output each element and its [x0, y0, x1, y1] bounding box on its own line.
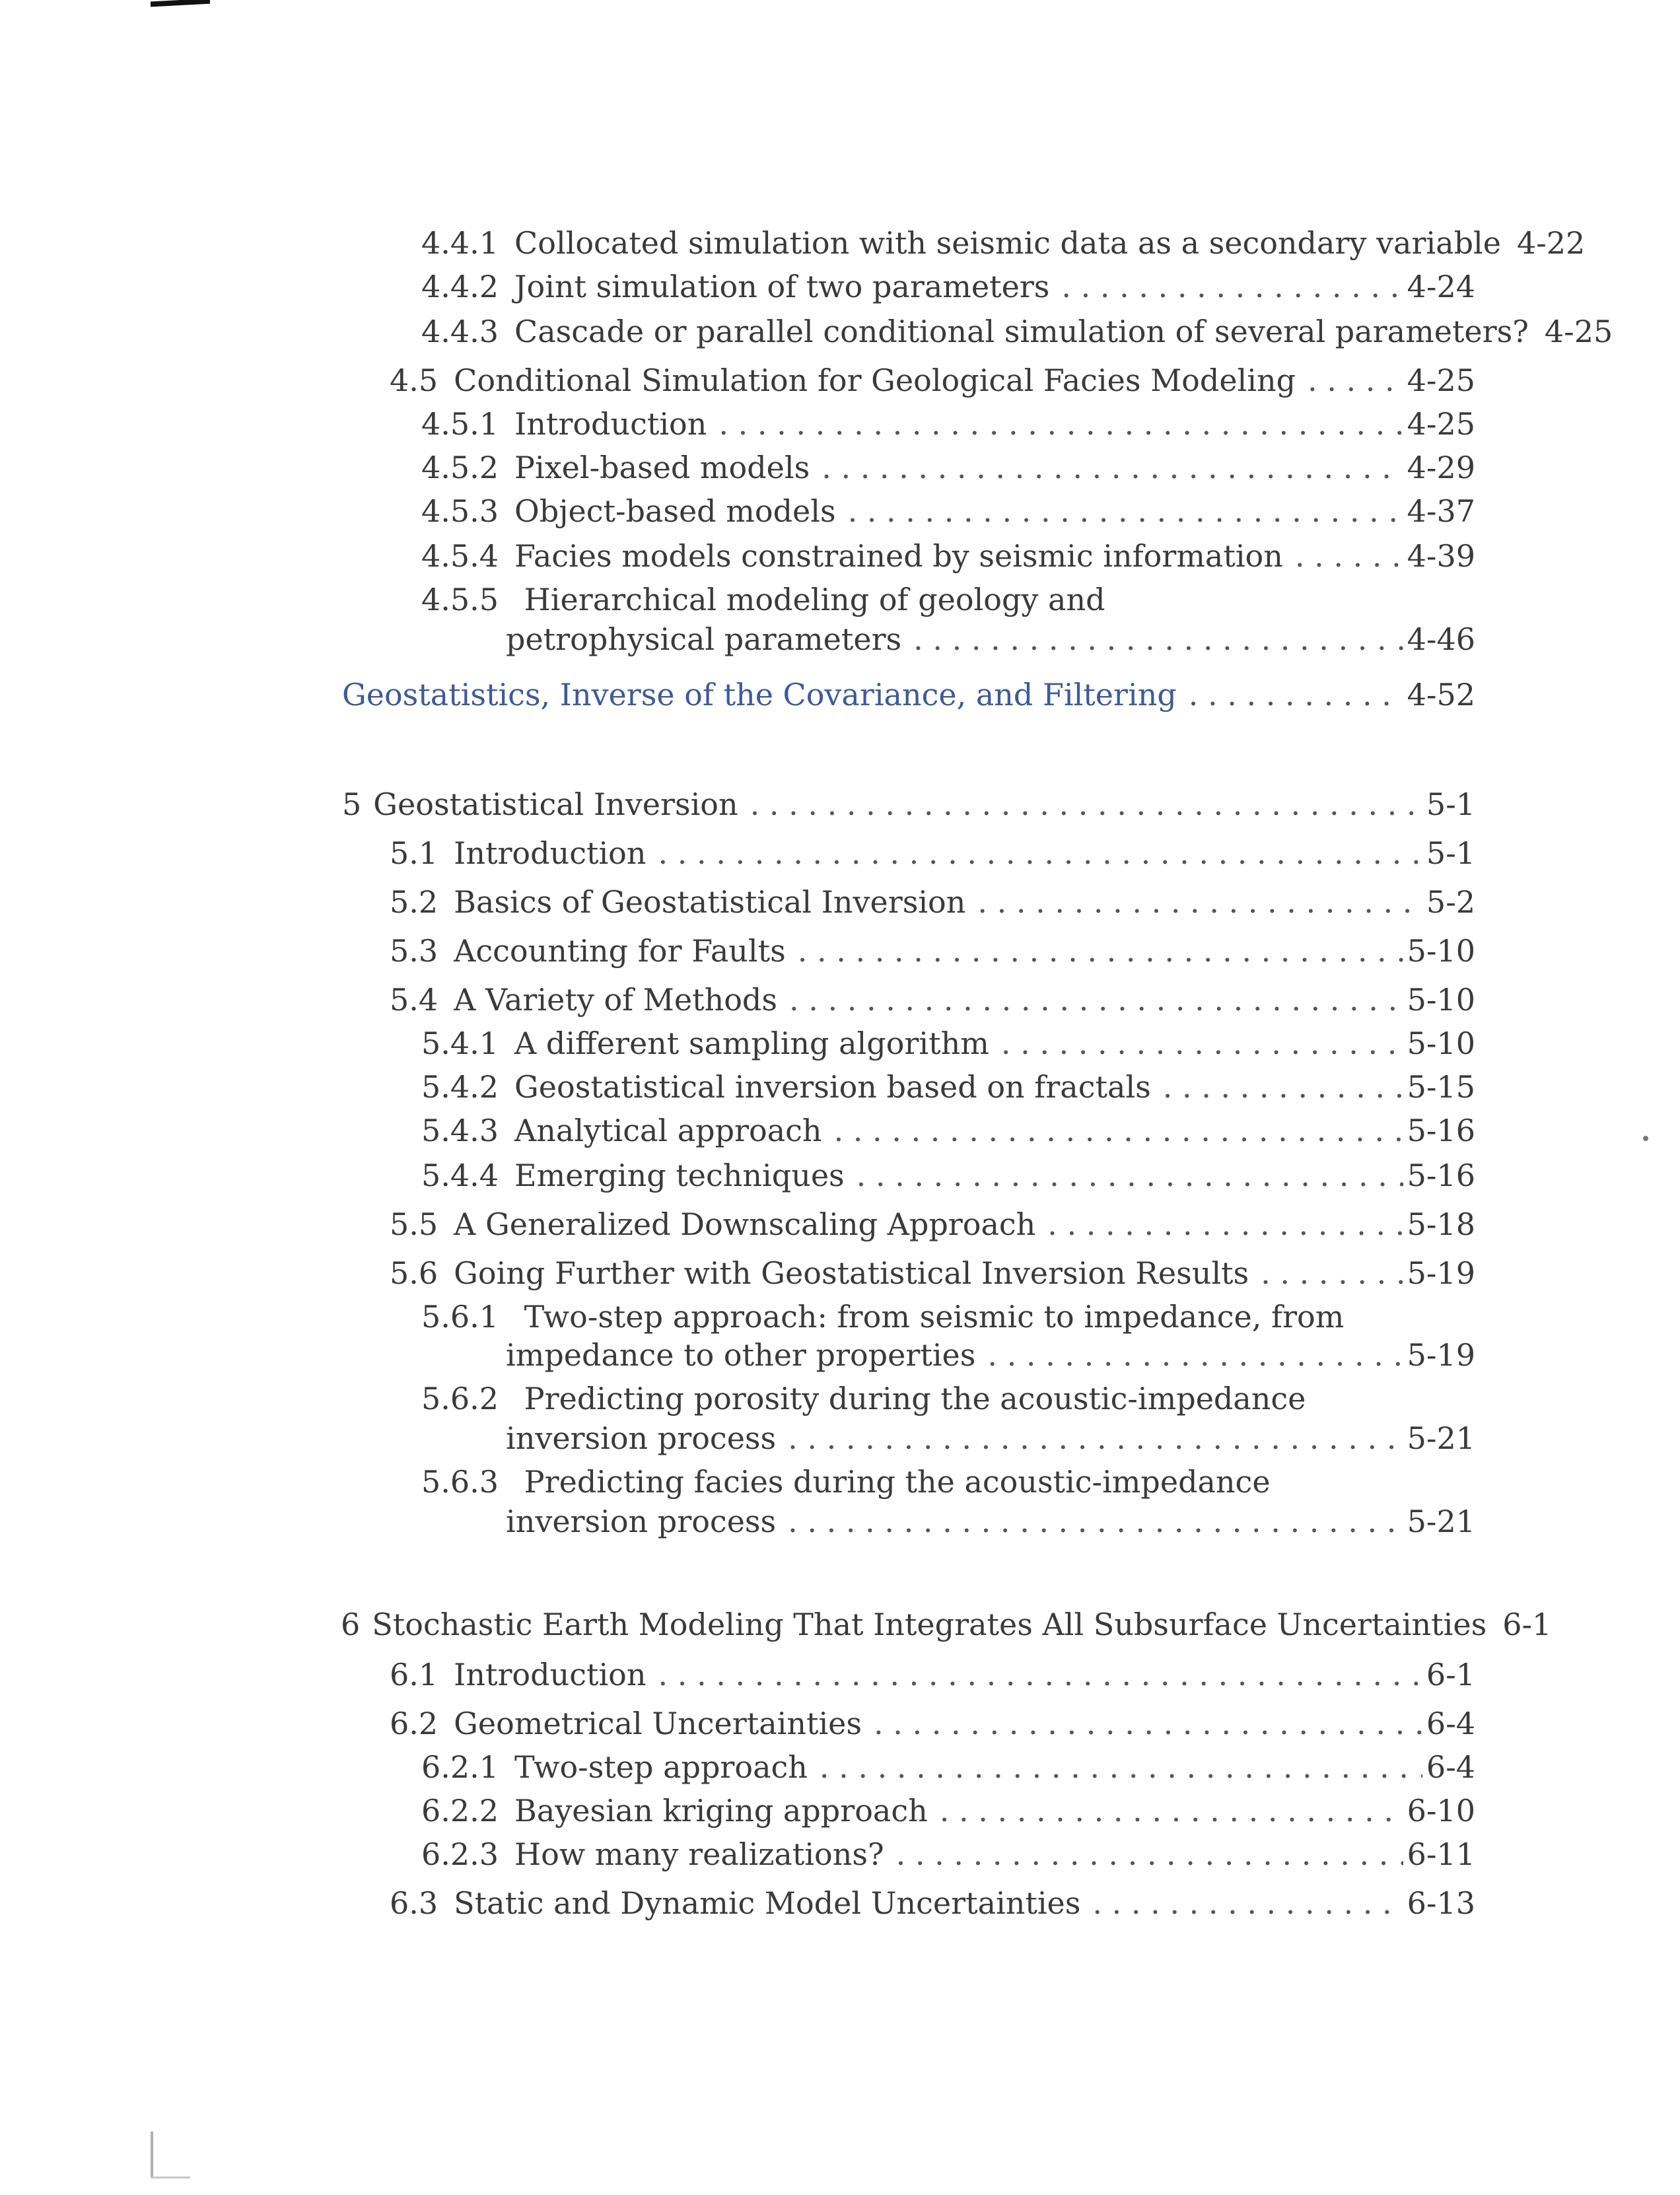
toc-entry[interactable] [390, 1206, 1475, 1243]
toc-number: 6 [341, 1607, 361, 1642]
toc-entry[interactable] [421, 1836, 1475, 1873]
toc-entry[interactable] [390, 1705, 1475, 1742]
toc-title: Predicting porosity during the acoustic-impedance [524, 1381, 1306, 1416]
toc-title: Geometrical Uncertainties [454, 1706, 862, 1741]
toc-title: Geostatistical inversion based on fractals [514, 1069, 1151, 1105]
toc-entry[interactable] [421, 493, 1475, 530]
toc-title: Geostatistics, Inverse of the Covariance, and Filtering [342, 677, 1177, 713]
toc-page: 5-21 [1407, 1420, 1475, 1456]
toc-number: 5.6 [390, 1255, 438, 1291]
toc-entry-first-line[interactable] [421, 1298, 1344, 1335]
dot-leader [788, 1420, 1403, 1457]
toc-page: 4-25 [1407, 363, 1475, 398]
toc-page: 4-52 [1407, 677, 1475, 713]
dot-leader [848, 493, 1403, 530]
toc-entry[interactable] [421, 449, 1475, 486]
toc-title: Cascade or parallel conditional simulation of several parameters? [514, 314, 1529, 349]
toc-page: 4-37 [1407, 493, 1475, 529]
toc-title: Introduction [454, 835, 647, 871]
toc-number: 5.6.2 [421, 1381, 499, 1416]
toc-entry[interactable] [421, 1112, 1475, 1149]
toc-title: Stochastic Earth Modeling That Integrates All Subsurface Uncertainties [372, 1607, 1487, 1642]
toc-number: 4.4.3 [421, 314, 499, 349]
dot-leader [1092, 1885, 1403, 1922]
dot-leader [1189, 676, 1403, 713]
toc-title: Two-step approach: from seismic to impedance, from [524, 1299, 1345, 1335]
dot-leader [820, 1749, 1422, 1786]
toc-number: 4.5 [390, 363, 438, 398]
toc-entry[interactable] [421, 1157, 1475, 1194]
toc-title: Analytical approach [514, 1113, 822, 1148]
toc-title: Conditional Simulation for Geological Facies Modeling [454, 363, 1296, 398]
toc-page: 5-10 [1407, 1026, 1475, 1061]
toc-entry[interactable] [421, 1792, 1475, 1829]
toc-page: 4-24 [1407, 269, 1475, 304]
toc-page: 5-10 [1407, 982, 1475, 1018]
toc-number: 5.6.1 [421, 1299, 499, 1335]
toc-title: Object-based models [514, 493, 836, 529]
dot-leader [874, 1705, 1422, 1742]
toc-title-continued: inversion process [506, 1420, 777, 1456]
toc-page: 5-16 [1407, 1113, 1475, 1148]
toc-number: 4.5.4 [421, 538, 499, 574]
toc-entry-first-line[interactable] [421, 581, 1105, 618]
dot-leader [658, 1656, 1422, 1693]
toc-number: 5.6.3 [421, 1464, 499, 1500]
dot-leader [1261, 1255, 1403, 1292]
toc-entry[interactable] [421, 538, 1475, 575]
toc-entry[interactable] [390, 932, 1475, 969]
toc-page: 4-29 [1407, 450, 1475, 485]
toc-title: Facies models constrained by seismic information [514, 538, 1283, 574]
dot-leader [718, 405, 1403, 442]
dot-leader [788, 1503, 1403, 1540]
toc-title: Pixel-based models [514, 450, 810, 485]
toc-page: 5-18 [1407, 1206, 1475, 1242]
toc-title: A Generalized Downscaling Approach [454, 1206, 1036, 1242]
toc-title: Hierarchical modeling of geology and [524, 582, 1105, 617]
toc-number: 5.4.2 [421, 1069, 499, 1105]
toc-number: 5.4.1 [421, 1026, 499, 1061]
toc-number: 5.2 [390, 884, 438, 920]
toc-title: Joint simulation of two parameters [514, 269, 1050, 304]
dot-leader [1061, 268, 1403, 305]
toc-title-continued: inversion process [506, 1504, 777, 1539]
toc-title: Accounting for Faults [454, 933, 786, 969]
toc-entry[interactable] [421, 225, 1586, 261]
toc-page: 5-19 [1407, 1255, 1475, 1291]
toc-page: 4-46 [1407, 621, 1475, 657]
dot-leader [1047, 1206, 1403, 1243]
dot-leader [789, 981, 1403, 1018]
dot-leader [750, 786, 1422, 823]
toc-page: 6-11 [1407, 1836, 1475, 1872]
toc-page: 5-19 [1407, 1337, 1475, 1373]
toc-number: 5.4.3 [421, 1113, 499, 1148]
dot-leader [1001, 1025, 1403, 1062]
toc-number: 5 [342, 786, 362, 822]
toc-number: 5.5 [390, 1206, 438, 1242]
dot-leader [798, 932, 1403, 969]
toc-title: Collocated simulation with seismic data as a secondary variable [514, 225, 1501, 261]
toc-number: 6.3 [390, 1885, 438, 1921]
toc-page: 5-16 [1407, 1158, 1475, 1193]
toc-number: 5.4 [390, 982, 438, 1018]
dot-leader [1295, 538, 1403, 575]
toc-page: 4-39 [1407, 538, 1475, 574]
toc-title-continued: impedance to other properties [506, 1337, 976, 1373]
toc-entry[interactable] [421, 1025, 1475, 1062]
toc-number: 4.5.1 [421, 406, 499, 442]
toc-page: 5-1 [1426, 786, 1475, 822]
toc-page: 6-13 [1407, 1885, 1475, 1921]
toc-title: Emerging techniques [514, 1158, 845, 1193]
dot-leader [987, 1337, 1403, 1374]
toc-title: Predicting facies during the acoustic-impedance [524, 1464, 1271, 1500]
toc-page: 4-22 [1516, 225, 1586, 261]
toc-number: 4.4.1 [421, 225, 499, 261]
toc-page: 6-1 [1502, 1607, 1552, 1642]
dot-leader [977, 884, 1422, 921]
toc-number: 6.2.1 [421, 1749, 499, 1785]
toc-entry[interactable] [390, 884, 1475, 921]
dot-leader [658, 835, 1422, 872]
toc-entry[interactable] [390, 835, 1475, 872]
toc-entry[interactable] [421, 313, 1613, 350]
toc-entry[interactable] [390, 981, 1475, 1018]
toc-entry[interactable] [390, 1885, 1475, 1922]
dot-leader [822, 449, 1403, 486]
toc-entry[interactable] [506, 621, 1475, 658]
toc-title: Introduction [514, 406, 707, 442]
toc-entry-first-line[interactable] [421, 1380, 1306, 1417]
toc-title-continued: petrophysical parameters [506, 621, 902, 657]
toc-entry[interactable] [506, 1337, 1475, 1374]
toc-entry[interactable] [421, 1068, 1475, 1105]
toc-entry[interactable] [390, 1255, 1475, 1292]
toc-page: 6-1 [1426, 1657, 1475, 1692]
toc-page: 5-10 [1407, 933, 1475, 969]
toc-number: 4.4.2 [421, 269, 499, 304]
toc-chapter-entry[interactable] [341, 1606, 1552, 1643]
toc-page: 6-4 [1426, 1706, 1475, 1741]
dot-leader [896, 1836, 1403, 1873]
dot-leader [913, 621, 1403, 658]
toc-number: 5.4.4 [421, 1158, 499, 1193]
dot-leader [940, 1792, 1403, 1829]
toc-chapter-entry[interactable] [342, 786, 1475, 823]
toc-title: How many realizations? [514, 1836, 884, 1872]
toc-page: 6-10 [1407, 1793, 1475, 1829]
dot-leader [857, 1157, 1403, 1194]
toc-entry-first-line[interactable] [421, 1463, 1271, 1500]
toc-number: 4.5.3 [421, 493, 499, 529]
toc-page: 5-2 [1426, 884, 1475, 920]
toc-title: A Variety of Methods [454, 982, 777, 1018]
toc-entry[interactable] [506, 1503, 1475, 1540]
toc-title: Geostatistical Inversion [373, 786, 738, 822]
toc-number: 6.1 [390, 1657, 438, 1692]
toc-number: 6.2 [390, 1706, 438, 1741]
toc-number: 4.5.2 [421, 450, 499, 485]
toc-page: 5-21 [1407, 1504, 1475, 1539]
toc-title: Going Further with Geostatistical Inversion Results [454, 1255, 1249, 1291]
toc-title: Static and Dynamic Model Uncertainties [454, 1885, 1081, 1921]
toc-entry[interactable] [421, 405, 1475, 442]
toc-entry[interactable] [421, 1749, 1475, 1786]
toc-entry[interactable] [506, 1420, 1475, 1457]
toc-number: 4.5.5 [421, 582, 499, 617]
dot-leader [834, 1112, 1403, 1149]
toc-entry-feature[interactable] [342, 676, 1475, 713]
toc-title: Bayesian kriging approach [514, 1793, 928, 1829]
toc-title: Introduction [454, 1657, 647, 1692]
toc-number: 6.2.2 [421, 1793, 499, 1829]
toc-number: 5.3 [390, 933, 438, 969]
dot-leader [1308, 362, 1403, 399]
toc-number: 5.1 [390, 835, 438, 871]
toc-entry[interactable] [390, 1656, 1475, 1693]
toc-entry[interactable] [421, 268, 1475, 305]
toc-page: 5-1 [1426, 835, 1475, 871]
toc-page: 4-25 [1407, 406, 1475, 442]
toc-title: Basics of Geostatistical Inversion [454, 884, 966, 920]
toc-page: 4-25 [1544, 314, 1613, 349]
toc-page: 6-4 [1426, 1749, 1475, 1785]
dot-leader [1163, 1068, 1403, 1105]
toc-page: 5-15 [1407, 1069, 1475, 1105]
toc-number: 6.2.3 [421, 1836, 499, 1872]
toc-title: A different sampling algorithm [514, 1026, 989, 1061]
toc-title: Two-step approach [514, 1749, 808, 1785]
toc-entry[interactable] [390, 362, 1475, 399]
